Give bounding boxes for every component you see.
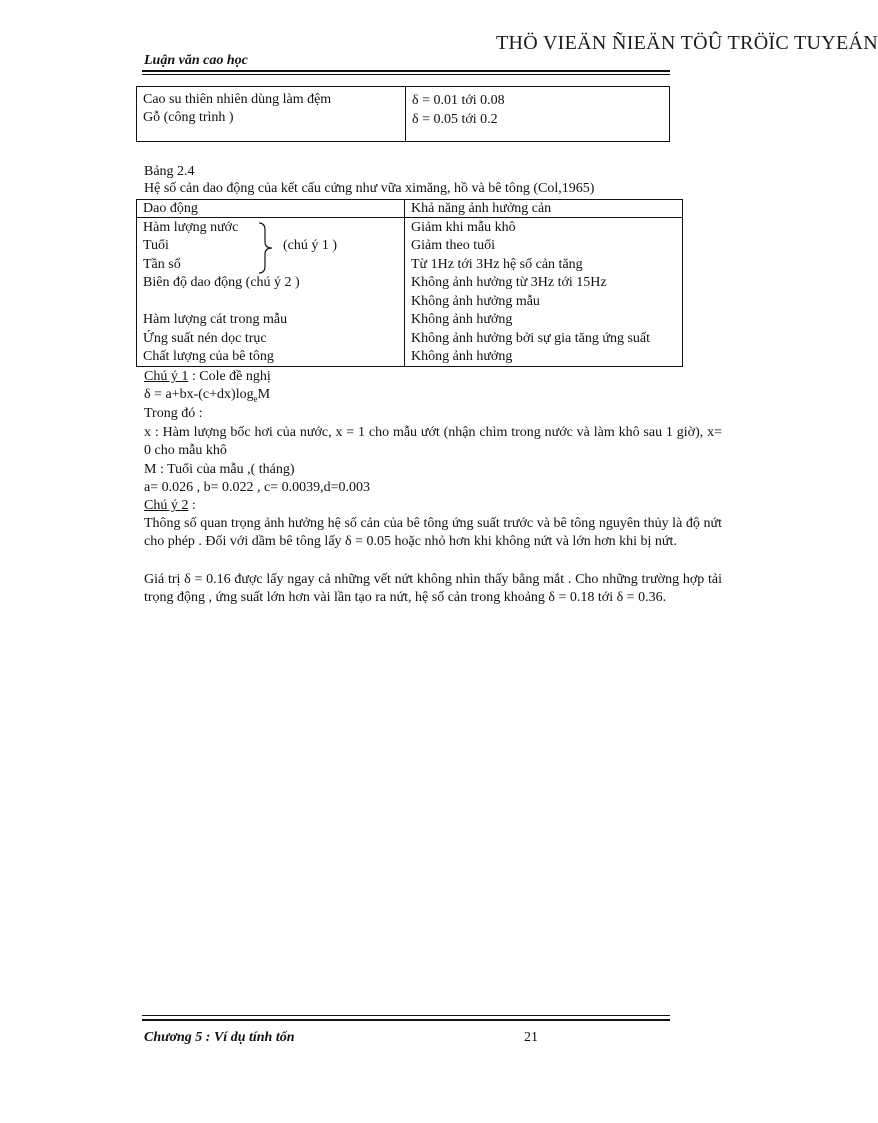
formula-subscript: e [253,393,258,404]
table-cell: Biên độ dao động (chú ý 2 ) [143,275,300,290]
note1-x-description: x : Hàm lượng bốc hơi của nước, x = 1 cho mẫu ướt (nhận chìm trong nước và làm khô sau 1 giờ), x= 0 cho mẫu khô [144,425,722,458]
table-cell: Tuổi [143,238,169,253]
header-rule-thin [142,74,670,75]
table-continued-right [412,91,505,129]
curly-brace-icon [257,222,279,274]
footer-rule-thick [142,1019,670,1021]
formula-part: M [257,387,271,402]
table-cell: Ứng suất nén dọc trục [143,331,267,346]
note2-label: Chú ý 2 [144,498,189,513]
note2-paragraph-2: Giá trị δ = 0.16 được lấy ngay cả những vết nứt không nhìn thấy bằng mắt . Cho những trường hợp tải trọng động , ứng suất lớn hơn vài lần tạo ra nứt, hệ số cản trong khoảng δ = 0.18 tới δ = 0.36. [144,572,722,605]
table-cell: Tần số [143,257,181,272]
table-cell: Không ảnh hưởng bởi sự gia tăng ứng suất [411,331,650,346]
note1-constants: a= 0.026 , b= 0.022 , c= 0.0039,d=0.003 [144,480,371,495]
note1-where: Trong đó : [144,406,203,421]
note2-colon: : [188,498,196,513]
footer-rule-thin [142,1015,670,1016]
note1-m-description: M : Tuổi của mẫu ,( tháng) [144,462,295,477]
table-cell: δ = 0.01 tới 0.08 [412,93,505,108]
damping-table [136,199,683,367]
table-title: Hệ số cản dao động của kết cấu cứng như vữa ximăng, hồ và bê tông (Col,1965) [144,181,595,196]
formula-part: δ = a+bx-(c+dx)log [144,387,254,402]
note2-paragraph-1: Thông số quan trọng ảnh hưởng hệ số cản của bê tông ứng suất trước và bê tông nguyên thủy là độ nứt cho phép . Đối với dầm bê tông lấy δ = 0.05 hoặc nhỏ hơn khi không nứt và lớn hơn khi bị nứt. [144,516,722,549]
table-cell: Chất lượng của bê tông [143,349,274,364]
watermark-text: THÖ VIEÄN ÑIEÄN TÖÛ TRÖÏC TUYEÁN [496,32,878,54]
table-cell: Không ảnh hưởng [411,349,513,364]
table-cell: Không ảnh hưởng mẫu [411,294,540,309]
header-rule-thick [142,70,670,72]
page-number: 21 [524,1030,538,1045]
table-cell: Từ 1Hz tới 3Hz hệ số cản tăng [411,257,583,272]
table-continued [136,86,670,142]
table-cell: Cao su thiên nhiên dùng làm đệm [143,92,332,107]
table-cell: Gỗ (công trình ) [143,110,234,125]
table-cell: Hàm lượng nước [143,220,239,235]
table-label: Bảng 2.4 [144,164,195,179]
table-divider [405,87,406,141]
table-header-rule [137,217,682,218]
table-cell: Giảm khi mẫu khô [411,220,516,235]
table-cell: Hàm lượng cát trong mẫu [143,312,288,327]
note2-heading [144,497,722,515]
table-header: Khả năng ảnh hưởng cản [411,201,552,216]
note1-heading [144,368,722,386]
table-cell: Không ảnh hưởng [411,312,513,327]
table-cell: Giảm theo tuổi [411,238,495,253]
running-header: Luận văn cao học [144,53,248,68]
table-cell: δ = 0.05 tới 0.2 [412,112,498,127]
note1-intro: : Cole đề nghị [188,369,271,384]
footer-chapter: Chương 5 : Ví dụ tính tốn [144,1030,295,1045]
table-header: Dao động [143,201,198,216]
table-cell: Không ảnh hưởng từ 3Hz tới 15Hz [411,275,607,290]
table-divider [404,200,405,366]
brace-note: (chú ý 1 ) [283,238,338,253]
note1-label: Chú ý 1 [144,369,189,384]
table-continued-left [143,91,331,127]
